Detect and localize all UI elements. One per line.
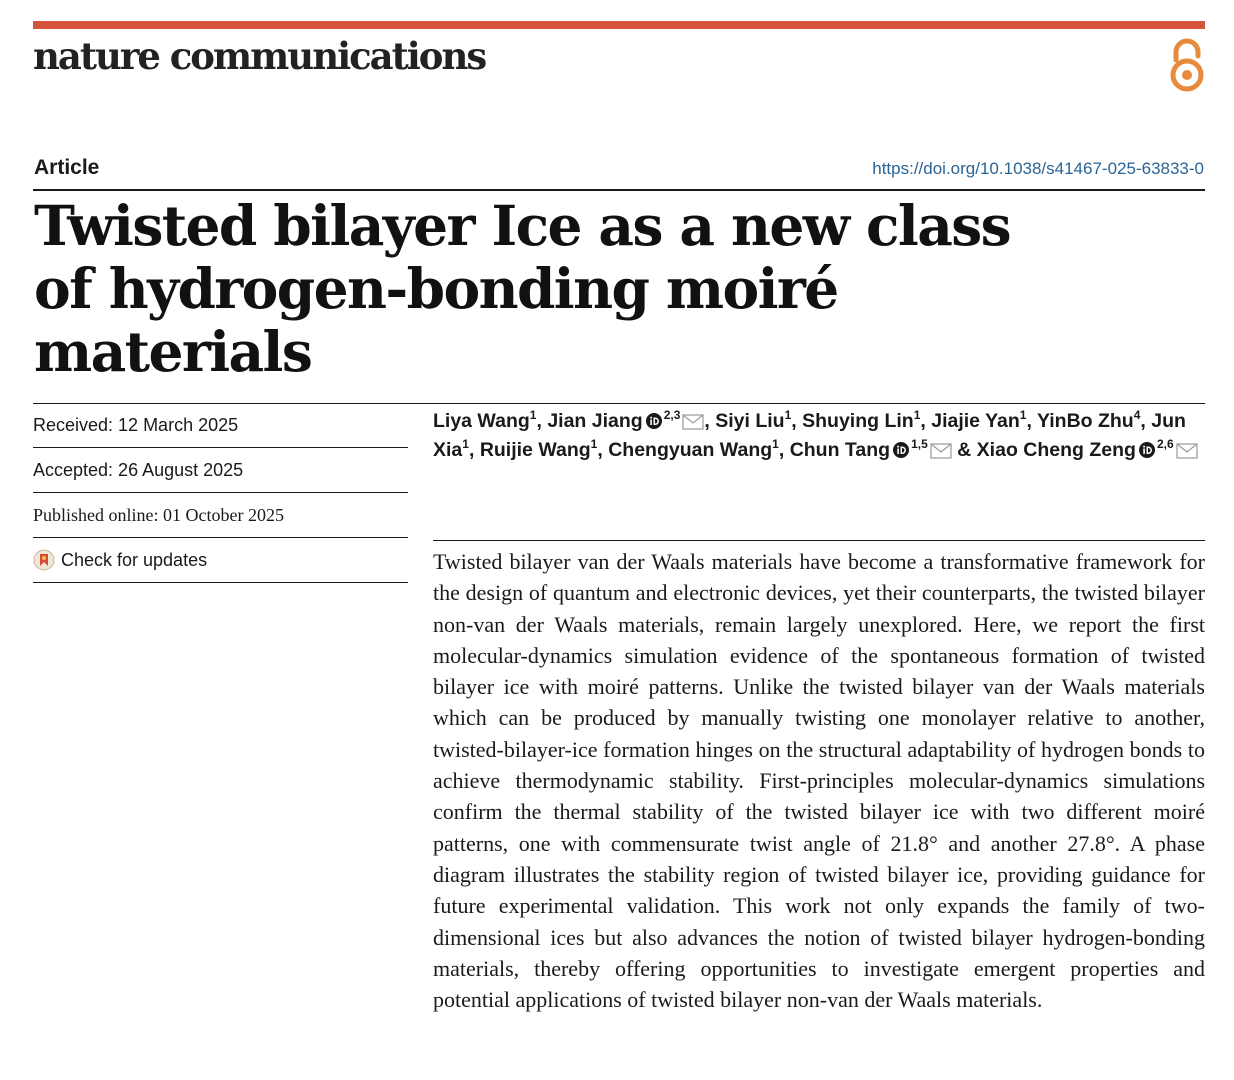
email-icon[interactable] bbox=[682, 414, 704, 430]
author-name[interactable]: Jiajie Yan bbox=[931, 410, 1020, 432]
author-name[interactable]: Jun Xia bbox=[433, 410, 1186, 461]
published-date: Published online: 01 October 2025 bbox=[33, 493, 408, 538]
affiliation-number: 1,5 bbox=[911, 437, 928, 451]
check-updates-button[interactable] bbox=[33, 538, 408, 583]
author-name[interactable]: Chun Tang bbox=[789, 439, 891, 461]
accepted-date: Accepted: 26 August 2025 bbox=[33, 448, 408, 493]
author-separator: , bbox=[468, 439, 480, 461]
affiliation-number: 1 bbox=[529, 408, 537, 422]
author-name[interactable]: Chengyuan Wang bbox=[608, 439, 773, 461]
author-separator: , bbox=[704, 410, 716, 432]
author-name[interactable]: YinBo Zhu bbox=[1036, 410, 1134, 432]
author-separator: & bbox=[951, 439, 977, 461]
author[interactable] bbox=[715, 410, 791, 432]
author-separator: , bbox=[536, 410, 548, 432]
author[interactable] bbox=[547, 410, 704, 432]
article-type-label: Article bbox=[34, 156, 100, 179]
affiliation-number: 2,3 bbox=[663, 408, 681, 422]
author-name[interactable]: Xiao Cheng Zeng bbox=[976, 439, 1136, 461]
author[interactable] bbox=[931, 410, 1026, 432]
title-divider bbox=[33, 189, 1205, 191]
email-icon[interactable] bbox=[1176, 443, 1198, 459]
abstract-text: Twisted bilayer van der Waals materials have become a transformative framework for the design of quantum and electronic devices, yet their counterparts, the twisted bilayer non-van der Waals materials, remain largely unexplored. Here, we report the first molecular-dynamics simulation evidence of the spontaneous formation of twisted bilayer ice with moiré patterns. Unlike the twisted bilayer van der Waals materials which can be produced by manually twisting one monolayer relative to another, twisted-bilayer-ice formation hinges on the structural adaptability of hydrogen bonds to achieve thermodynamic stability. First-principles molecular-dynamics simulations confirm the thermal stability of the twisted bilayer ice with two different moiré patterns, one with commensurate twist angle of 21.8° and another 27.8°. A phase diagram illustrates the stability region of twisted bilayer ice, providing guidance for future experimental validation. This work not only expands the family of two-dimensional ices but also advances the notion of twisted bilayer hydrogen-bonding materials, thereby offering opportunities to investigate emergent properties and potential applications of twisted bilayer non-van der Waals materials. bbox=[433, 549, 1205, 1013]
author-name[interactable]: Jian Jiang bbox=[547, 410, 643, 432]
author-separator: , bbox=[1140, 410, 1152, 432]
author[interactable] bbox=[1037, 410, 1140, 432]
author[interactable] bbox=[433, 410, 536, 432]
author[interactable] bbox=[790, 439, 952, 461]
abstract-divider bbox=[433, 540, 1205, 541]
author-separator: , bbox=[1026, 410, 1037, 432]
orcid-icon[interactable] bbox=[893, 442, 909, 458]
check-updates-icon bbox=[33, 549, 55, 571]
orcid-icon[interactable] bbox=[1139, 442, 1155, 458]
affiliation-number: 1 bbox=[784, 408, 792, 422]
author-list bbox=[433, 407, 1203, 465]
author-name[interactable]: Shuying Lin bbox=[802, 410, 914, 432]
affiliation-number: 1 bbox=[590, 437, 598, 451]
author-separator: , bbox=[791, 410, 803, 432]
affiliation-number: 4 bbox=[1133, 408, 1141, 422]
received-date: Received: 12 March 2025 bbox=[33, 403, 408, 448]
affiliation-number: 1 bbox=[1019, 408, 1027, 422]
email-icon[interactable] bbox=[930, 443, 952, 459]
author[interactable] bbox=[802, 410, 920, 432]
doi-link[interactable]: https://doi.org/10.1038/s41467-025-63833-0 bbox=[872, 159, 1204, 178]
affiliation-number: 2,6 bbox=[1156, 437, 1174, 451]
author-separator: , bbox=[778, 439, 790, 461]
author-name[interactable]: Liya Wang bbox=[433, 410, 530, 432]
affiliation-number: 1 bbox=[462, 437, 469, 451]
author[interactable] bbox=[977, 439, 1198, 461]
journal-name[interactable]: nature communications bbox=[33, 34, 486, 78]
author[interactable] bbox=[608, 439, 779, 461]
author-name[interactable]: Ruijie Wang bbox=[479, 439, 591, 461]
author-name[interactable]: Siyi Liu bbox=[715, 410, 785, 432]
author-separator: , bbox=[920, 410, 932, 432]
author-separator: , bbox=[597, 439, 609, 461]
publication-dates bbox=[33, 403, 408, 583]
open-access-icon bbox=[1168, 38, 1206, 94]
orcid-icon[interactable] bbox=[646, 413, 662, 429]
check-updates-label: Check for updates bbox=[61, 549, 208, 570]
article-title: Twisted bilayer Ice as a new class of hydrogen-bonding moiré materials bbox=[34, 193, 1010, 384]
journal-brand-bar bbox=[33, 21, 1205, 29]
author[interactable] bbox=[480, 439, 598, 461]
affiliation-number: 1 bbox=[913, 408, 921, 422]
affiliation-number: 1 bbox=[772, 437, 779, 451]
